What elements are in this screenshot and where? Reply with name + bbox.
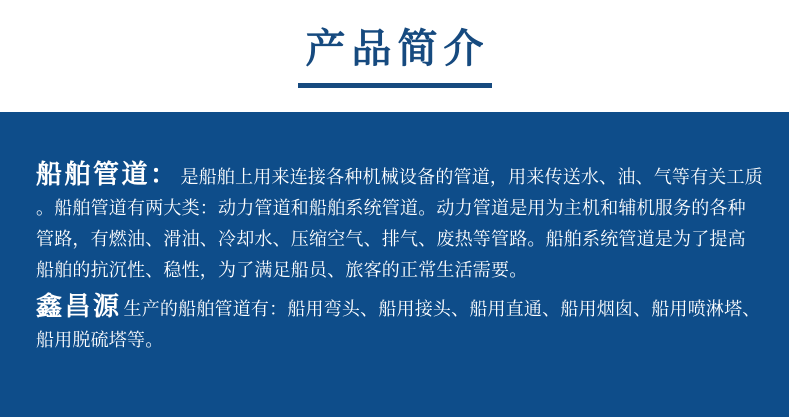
text-line-5	[36, 292, 771, 325]
page-title: 产品简介	[305, 26, 490, 72]
paragraph1-lead: 船舶管道：	[36, 160, 179, 190]
paragraph-ship-piping	[36, 160, 771, 286]
paragraph-products	[36, 292, 771, 356]
text-line-3: 管路，有燃油、滑油、冷却水、压缩空气、排气、废热等管路。船舶系统管道是为了提高	[36, 229, 746, 250]
text-line-1	[36, 160, 771, 193]
text-line-6: 船用脱硫塔等。	[36, 330, 164, 351]
intro-panel	[0, 112, 789, 417]
paragraph2-lead: 鑫昌源	[36, 292, 122, 322]
title-underline	[298, 83, 492, 88]
page-header	[0, 0, 789, 112]
paragraph1-line1-text: 是船舶上用来连接各种机械设备的管道，用来传送水、油、气等有关工质	[180, 167, 763, 188]
paragraph2-line1-text: 生产的船舶管道有：船用弯头、船用接头、船用直通、船用烟囱、船用喷淋塔、	[123, 299, 761, 320]
text-line-4: 船舶的抗沉性、稳性，为了满足船员、旅客的正常生活需要。	[36, 260, 528, 281]
text-line-2: 。船舶管道有两大类：动力管道和船舶系统管道。动力管道是用为主机和辅机服务的各种	[36, 198, 746, 219]
